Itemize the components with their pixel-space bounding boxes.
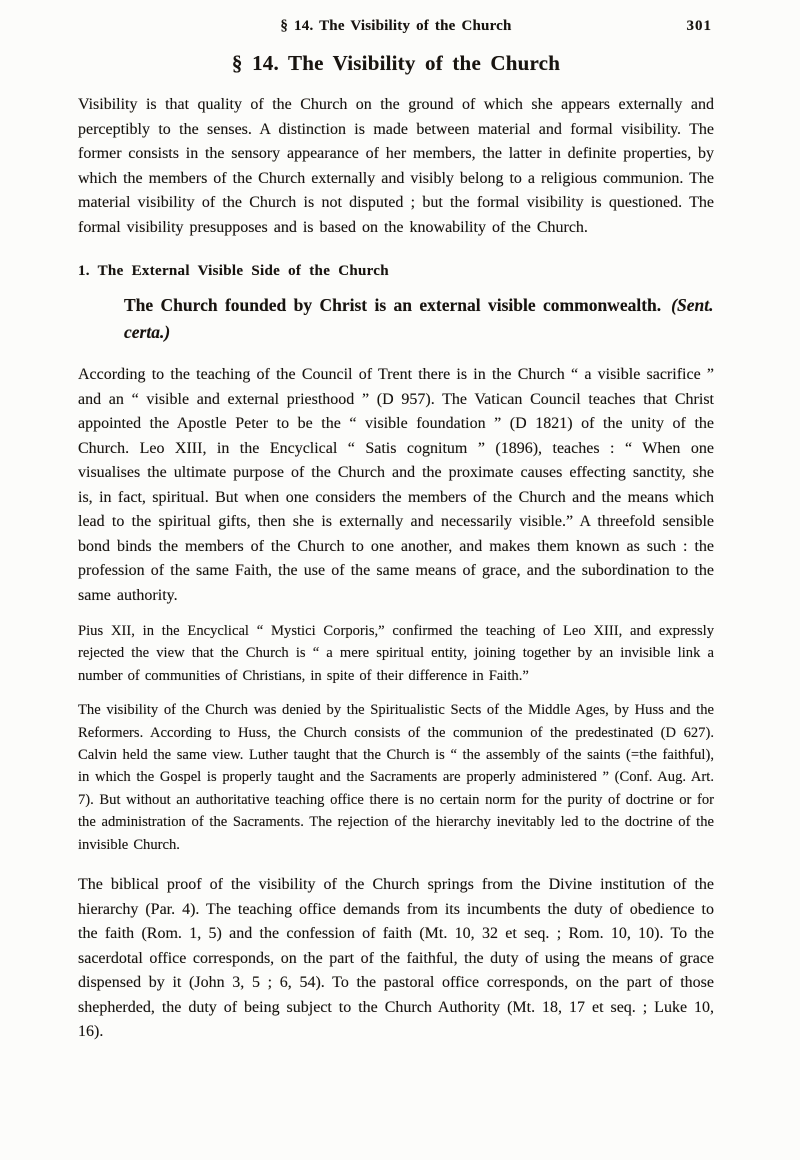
thesis-note: (Sent. certa.) xyxy=(124,295,714,342)
paragraph-pius-xii: Pius XII, in the Encyclical “ Mystici Corporis,” confirmed the teaching of Leo XIII, and expressly rejected the view that the Church is “ a mere spiritual entity, joining together by an invisible link a number of communities of Christians, in spite of their difference in Faith.” xyxy=(78,623,714,684)
paragraph-intro: Visibility is that quality of the Church on the ground of which she appears externally and perceptibly to the senses. A distinction is made between material and formal visibility. The former consists in the sensory appearance of her members, the latter in definite properties, by which the members of the Church externally and visibly belong to a religious communion. The material visibility of the Church is not disputed ; but the formal visibility is questioned. The formal visibility presupposes and is based on the knowability of the Church. xyxy=(78,96,715,236)
paragraph-trent-teaching: According to the teaching of the Council of Trent there is in the Church “ a visible sacrifice ” and an “ visible and external priesthood ” (D 957). The Vatican Council teaches that Christ appointed the Apostle Peter to be the “ visible foundation ” (D 1821) of the unity of the Church. Leo XIII, in the Encyclical “ Satis cognitum ” (1896), teaches : “ When one visualises the ultimate purpose of the Church and the proximate causes effecting sanctity, she is, in fact, spiritual. But when one considers the members of the Church and the means which lead to the spiritual gifts, then she is externally and necessarily visible.” A threefold sensible bond binds the members of the Church to one another, and makes them known as such : the profession of the same Faith, the use of the same means of grace, and the subordination to the same authority. xyxy=(78,366,714,604)
running-title: § 14. The Visibility of the Church xyxy=(280,18,512,34)
page-number: 301 xyxy=(686,18,712,34)
running-header xyxy=(78,16,714,36)
page-title: § 14. The Visibility of the Church xyxy=(231,51,561,75)
thesis-text: The Church founded by Christ is an external visible commonwealth. xyxy=(124,295,662,315)
section-heading: 1. The External Visible Side of the Church xyxy=(78,263,389,279)
paragraph-reformers: The visibility of the Church was denied by the Spiritualistic Sects of the Middle Ages, by Huss and the Reformers. According to Huss, the Church consists of the communion of the predestinated (D 627). Calvin held the same view. Luther taught that the Church is “ the assembly of the saints (=the faithful), in which the Gospel is properly taught and the Sacraments are properly administered ” (Conf. Aug. Art. 7). But without an authoritative teaching office there is no certain norm for the purity of doctrine or for the administration of the Sacraments. The rejection of the hierarchy inevitably led to the doctrine of the invisible Church. xyxy=(78,702,714,853)
thesis-statement xyxy=(124,292,714,346)
paragraph-biblical-proof: The biblical proof of the visibility of the Church springs from the Divine institution of the hierarchy (Par. 4). The teaching office demands from its incumbents the duty of obedience to the faith (Rom. 1, 5) and the confession of faith (Mt. 10, 32 et seq. ; Rom. 10, 10). To the sacerdotal office corresponds, on the part of the faithful, the duty of using the means of grace dispensed by it (John 3, 5 ; 6, 54). To the pastoral office corresponds, on the part of those shepherded, the duty of being subject to the Church Authority (Mt. 18, 17 et seq. ; Luke 10, 16). xyxy=(78,876,714,1041)
